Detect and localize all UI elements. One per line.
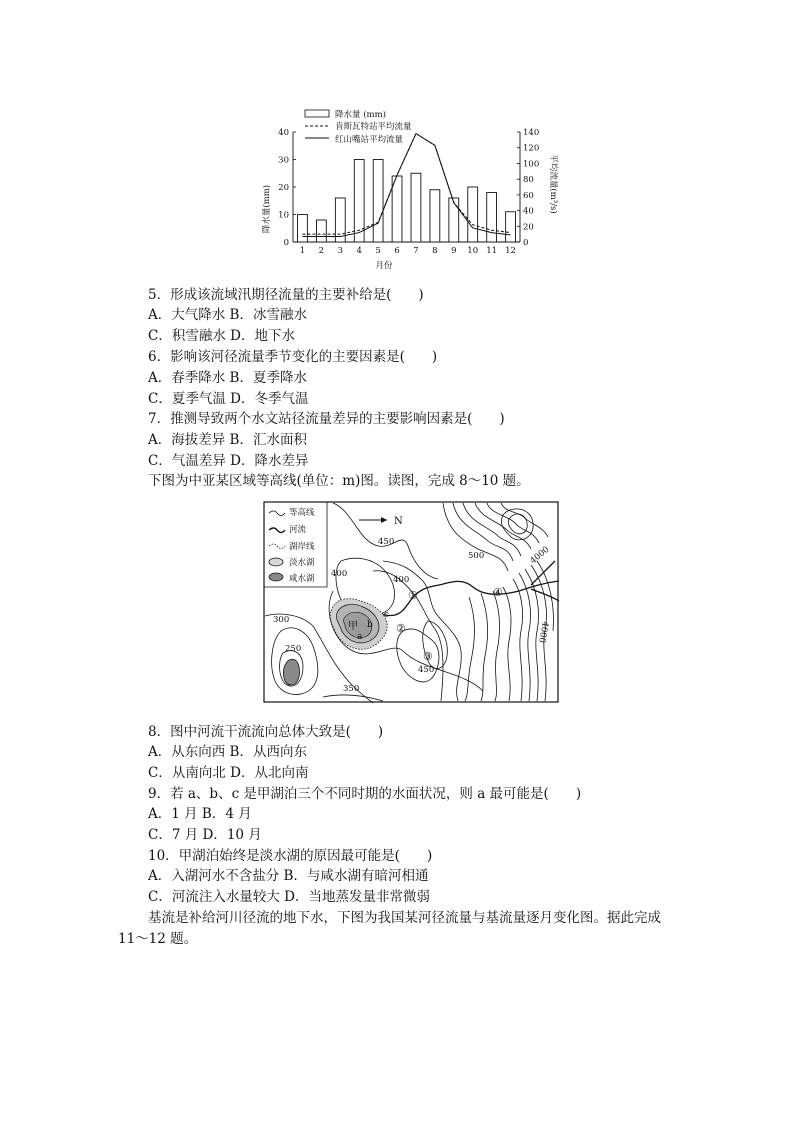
lake-stage-b: b: [367, 620, 373, 630]
lake-jia-label: 甲: [348, 621, 358, 632]
precip-bar: [430, 190, 440, 242]
contour-label-500: 500: [468, 551, 485, 561]
contour-label-400-center: 400: [393, 575, 410, 585]
legend-bar-swatch: [305, 110, 329, 117]
chart-right-tick-label: 100: [523, 159, 540, 170]
chart-left-tick-label: 20: [278, 183, 289, 193]
chart-x-label: 月份: [375, 261, 393, 271]
chart-x-tick-label: 1: [299, 246, 306, 256]
legend-saltlake-symbol: [269, 573, 283, 581]
next-section-intro-cont: 11～12 题。: [118, 931, 198, 947]
question-7-options-ab: A．海拔差异 B．汇水面积: [148, 432, 307, 448]
legend-precip-label: 降水量 (mm): [335, 110, 386, 120]
contour-label-250: 250: [285, 644, 302, 654]
precip-bar: [298, 215, 308, 243]
precip-bar: [411, 173, 421, 242]
chart-y-left-label: 降水量(mm): [262, 184, 272, 234]
marker-1: ①: [408, 589, 418, 602]
question-5: 5．形成该流域汛期径流量的主要补给是( ): [148, 287, 424, 303]
question-9-options-cd: C．7 月 D．10 月: [148, 827, 262, 843]
chart-x-tick-label: 12: [505, 246, 516, 256]
hongshanzui-flow-line: [302, 134, 510, 237]
salt-lake: [283, 659, 299, 685]
question-5-options-cd: C．积雪融水 D．地下水: [148, 328, 295, 344]
chart-right-tick-label: 0: [523, 238, 529, 248]
question-9: 9．若 a、b、c 是甲湖泊三个不同时期的水面状况，则 a 最可能是( ): [148, 786, 582, 802]
precip-bar: [316, 220, 326, 242]
question-10-options-cd: C．河流注入水量较大 D．当地蒸发量非常微弱: [148, 889, 430, 905]
chart-x-tick-label: 3: [337, 246, 344, 256]
chart-right-tick-label: 40: [523, 206, 534, 217]
precip-bar: [487, 193, 497, 243]
lake-stage-c: c: [384, 610, 390, 620]
chart-right-tick-label: 20: [523, 222, 534, 233]
question-8-options-cd: C．从南向北 D．从北向南: [148, 765, 309, 781]
chart-left-tick-label: 10: [278, 210, 289, 221]
chart-x-tick-label: 9: [451, 246, 457, 256]
marker-4: ④: [493, 586, 503, 599]
legend-saltlake-label: 咸水湖: [289, 574, 315, 584]
contour-label-450-top: 450: [378, 537, 395, 547]
contour-label-300: 300: [273, 615, 290, 625]
chart-right-tick-label: 120: [523, 143, 540, 154]
precip-bar: [449, 198, 459, 242]
precip-bar: [506, 212, 516, 242]
legend-kensiwate-label: 肯斯瓦特站平均流量: [335, 122, 412, 132]
chart-legend: [305, 109, 412, 145]
chart-x-tick-label: 8: [432, 246, 438, 256]
legend-freshwater-symbol: [269, 558, 283, 566]
legend-shoreline-label: 湖岸线: [289, 542, 315, 552]
precip-bar: [468, 187, 478, 242]
question-6-options-ab: A．春季降水 B．夏季降水: [148, 370, 307, 386]
runoff-precipitation-chart: [255, 104, 558, 276]
chart-left-tick-label: 30: [278, 155, 289, 166]
precip-bar: [354, 160, 364, 243]
legend-river-label: 河流: [289, 525, 307, 535]
legend-contour-label: 等高线: [289, 508, 315, 518]
contour-label-4000-right: 4000: [536, 620, 550, 644]
chart-x-tick-label: 6: [394, 246, 400, 256]
north-label: N: [394, 516, 403, 527]
chart-x-tick-label: 2: [318, 246, 325, 256]
lake-stage-a: a: [357, 632, 363, 642]
kensiwate-flow-line: [302, 134, 510, 235]
chart-x-tick-label: 7: [413, 246, 419, 256]
question-5-options-ab: A．大气降水 B．冰雪融水: [148, 307, 307, 323]
contour-label-400-left: 400: [331, 569, 348, 579]
question-7-options-cd: C．气温差异 D．降水差异: [148, 453, 309, 469]
marker-2: ②: [396, 622, 406, 635]
legend-hongshanzui-label: 红山嘴站平均流量: [335, 135, 404, 145]
contour-label-4000-top: 4000: [528, 544, 552, 567]
next-section-intro: 基流是补给河川径流的地下水，下图为我国某河径流量与基流量逐月变化图。据此完成: [148, 910, 661, 926]
chart-left-tick-label: 0: [283, 238, 289, 248]
map-intro: 下图为中亚某区域等高线(单位：m)图。读图，完成 8～10 题。: [148, 473, 530, 489]
chart-x-tick-label: 5: [375, 246, 381, 256]
question-6-options-cd: C．夏季气温 D．冬季气温: [148, 391, 309, 407]
legend-freshwater-label: 淡水湖: [289, 558, 315, 568]
marker-3: ③: [423, 650, 433, 663]
chart-x-tick-label: 4: [356, 246, 362, 256]
chart-right-tick-label: 60: [523, 190, 534, 201]
chart-x-tick-label: 10: [467, 246, 479, 256]
question-6: 6．影响该河径流量季节变化的主要因素是( ): [148, 349, 438, 365]
chart-x-tick-label: 11: [486, 246, 498, 256]
question-7: 7．推测导致两个水文站径流量差异的主要影响因素是( ): [148, 411, 505, 427]
chart-left-tick-label: 40: [278, 128, 289, 138]
question-10: 10．甲湖泊始终是淡水湖的原因最可能是( ): [148, 848, 433, 864]
question-9-options-ab: A．1 月 B．4 月: [148, 806, 252, 822]
chart-y-right-label: 平均流量(m³/s): [548, 154, 558, 214]
chart-right-tick-label: 140: [523, 128, 540, 138]
question-8-options-ab: A．从东向西 B．从西向东: [148, 744, 307, 760]
chart-right-tick-label: 80: [523, 175, 534, 186]
question-8: 8．图中河流干流流向总体大致是( ): [148, 724, 384, 740]
precip-bar: [392, 176, 402, 242]
precip-bar: [373, 160, 383, 243]
question-10-options-ab: A．入湖河水不含盐分 B．与咸水湖有暗河相通: [148, 868, 429, 884]
contour-label-350: 350: [343, 684, 360, 694]
contour-map: [263, 501, 559, 703]
contour-label-450-center: 450: [418, 665, 435, 675]
